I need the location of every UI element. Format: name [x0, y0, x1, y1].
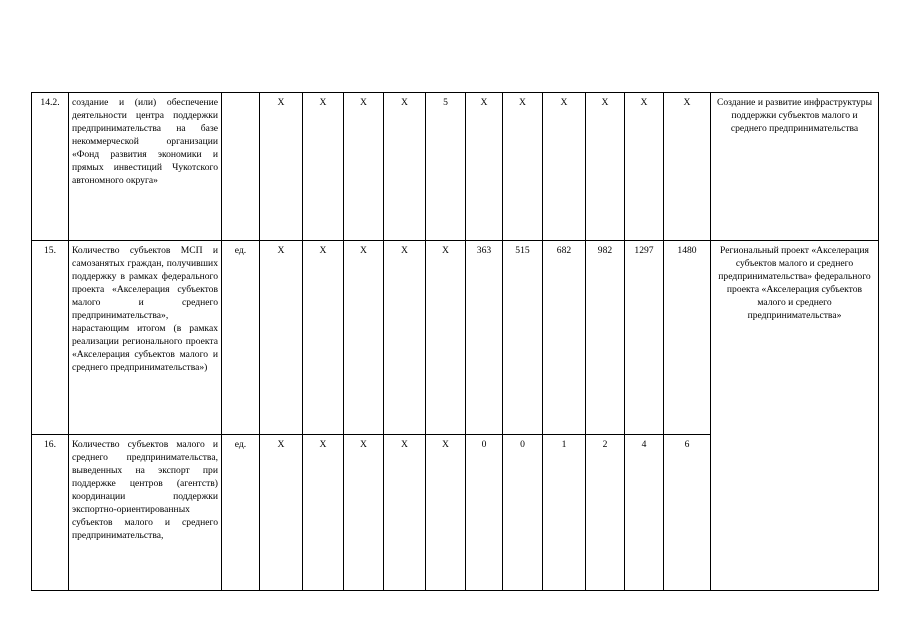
- unit-cell: [222, 93, 260, 241]
- value-cell: 5: [426, 93, 466, 241]
- value-cell: X: [303, 241, 344, 435]
- value-cell: X: [260, 435, 303, 591]
- value-cell: X: [625, 93, 664, 241]
- value-cell: 363: [466, 241, 503, 435]
- value-cell: X: [384, 435, 426, 591]
- value-cell: X: [543, 93, 586, 241]
- value-cell: X: [303, 435, 344, 591]
- value-cell: X: [426, 435, 466, 591]
- value-cell: 6: [664, 435, 711, 591]
- table-row: [32, 241, 879, 435]
- value-cell: X: [586, 93, 625, 241]
- unit-cell: ед.: [222, 435, 260, 591]
- value-cell: 1: [543, 435, 586, 591]
- value-cell: 682: [543, 241, 586, 435]
- value-cell: X: [344, 435, 384, 591]
- unit-cell: ед.: [222, 241, 260, 435]
- source-cell: Создание и развитие инфраструктуры поддержки субъектов малого и среднего предпринимательства: [711, 93, 879, 241]
- value-cell: X: [260, 241, 303, 435]
- value-cell: X: [426, 241, 466, 435]
- value-cell: 0: [466, 435, 503, 591]
- value-cell: X: [384, 93, 426, 241]
- row-number: 16.: [32, 435, 69, 591]
- value-cell: 982: [586, 241, 625, 435]
- value-cell: X: [303, 93, 344, 241]
- row-number: 14.2.: [32, 93, 69, 241]
- value-cell: 1480: [664, 241, 711, 435]
- row-number: 15.: [32, 241, 69, 435]
- indicators-table: [31, 92, 879, 591]
- indicator-name: Количество субъектов малого и среднего предпринимательства, выведенных на экспорт при поддержке центров (агентств) координации поддержки экспортно-ориентированных субъектов малого и среднего предпринимательства,: [69, 435, 222, 591]
- value-cell: 0: [503, 435, 543, 591]
- indicator-name: Количество субъектов МСП и самозанятых граждан, получивших поддержку в рамках федерального проекта «Акселерация субъектов малого и среднего предпринимательства», нарастающим итогом (в рамках реализации регионального проекта «Акселерация субъектов малого и среднего предпринимательства»): [69, 241, 222, 435]
- source-cell: Региональный проект «Акселерация субъектов малого и среднего предпринимательства» федерального проекта «Акселерация субъектов малого и среднего предпринимательства»: [711, 241, 879, 591]
- value-cell: X: [466, 93, 503, 241]
- value-cell: X: [503, 93, 543, 241]
- value-cell: 515: [503, 241, 543, 435]
- indicator-name: создание и (или) обеспечение деятельности центра поддержки предпринимательства на базе некоммерческой организации «Фонд развития экономики и прямых инвестиций Чукотского автономного округа»: [69, 93, 222, 241]
- value-cell: 1297: [625, 241, 664, 435]
- value-cell: X: [260, 93, 303, 241]
- value-cell: X: [664, 93, 711, 241]
- value-cell: X: [384, 241, 426, 435]
- value-cell: 2: [586, 435, 625, 591]
- table-row: [32, 93, 879, 241]
- value-cell: X: [344, 241, 384, 435]
- value-cell: X: [344, 93, 384, 241]
- value-cell: 4: [625, 435, 664, 591]
